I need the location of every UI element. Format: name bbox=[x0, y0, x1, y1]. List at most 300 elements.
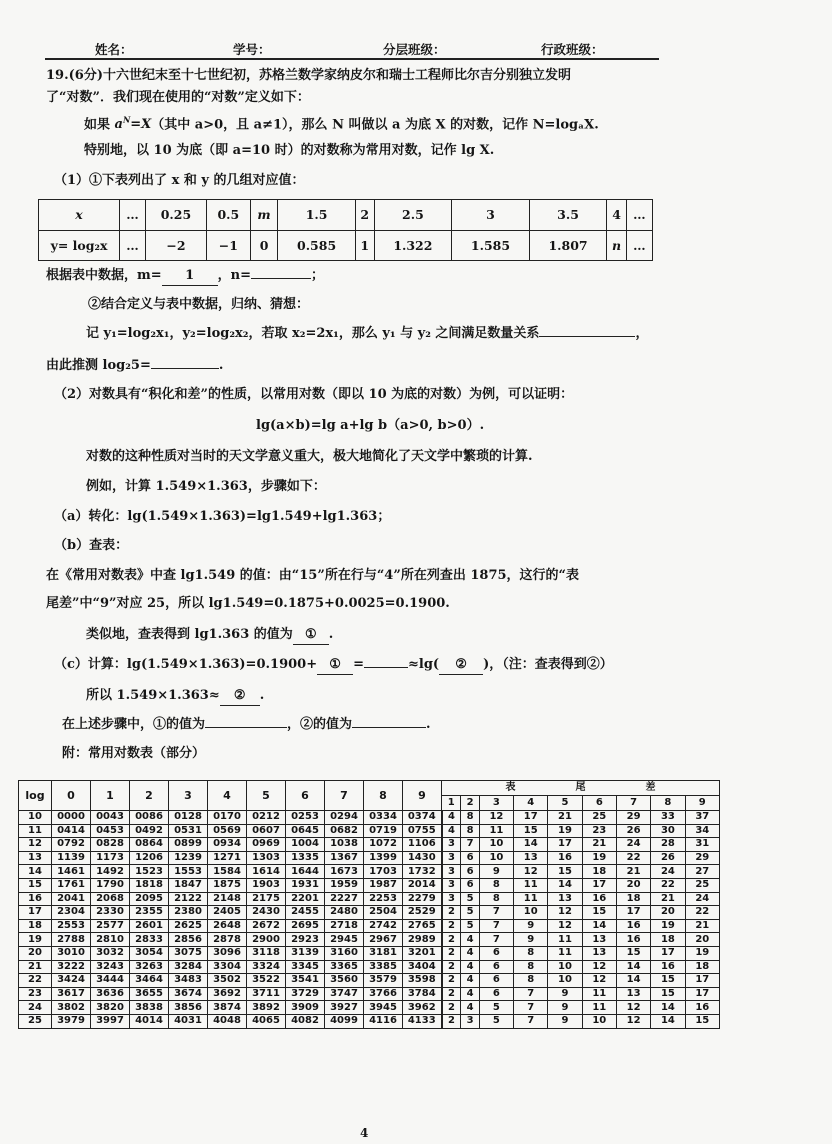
n-answer-blank[interactable] bbox=[251, 278, 311, 279]
log-table-row-label: 20 bbox=[19, 946, 52, 960]
x-row bbox=[39, 200, 653, 231]
log-table-diff-cell: 19 bbox=[651, 919, 685, 933]
log-table-mantissa-cell: 2279 bbox=[403, 892, 442, 906]
product-rule-formula: lg(a×b)=lg a+lg b（a>0, b>0）. bbox=[256, 418, 485, 433]
log-table-mantissa-cell: 1614 bbox=[247, 865, 286, 879]
log-table-diff-cell: 2 bbox=[442, 987, 461, 1001]
log-table-diff-cell: 20 bbox=[651, 906, 685, 920]
log-table-mantissa-cell: 3874 bbox=[208, 1001, 247, 1015]
log-table-mantissa-cell: 2068 bbox=[91, 892, 130, 906]
log-table-diff-cell: 16 bbox=[582, 892, 616, 906]
log-table-mantissa-cell: 2253 bbox=[364, 892, 403, 906]
log-table-mantissa-cell: 0128 bbox=[169, 811, 208, 825]
log-table-mantissa-cell: 0755 bbox=[403, 824, 442, 838]
log-table-mantissa-cell: 2577 bbox=[91, 919, 130, 933]
log-table-mantissa-cell: 1004 bbox=[286, 838, 325, 852]
log-table-mantissa-cell: 1875 bbox=[208, 878, 247, 892]
log-table-mantissa-cell: 2430 bbox=[247, 906, 286, 920]
tier-class-label: 分层班级： bbox=[383, 42, 446, 57]
log-table-mantissa-cell: 1206 bbox=[130, 851, 169, 865]
tail-difference-head-cell: 7 bbox=[616, 796, 650, 811]
log-table-mantissa-cell: 2810 bbox=[91, 933, 130, 947]
relation-blank[interactable] bbox=[539, 336, 635, 337]
log-table-mantissa-cell: 2900 bbox=[247, 933, 286, 947]
student-id-label: 学号： bbox=[233, 42, 271, 57]
log-table-diff-cell: 3 bbox=[442, 838, 461, 852]
y-value-cell: n bbox=[607, 230, 627, 261]
log-table-head-cell: 5 bbox=[247, 781, 286, 811]
log-table-mantissa-cell: 1818 bbox=[130, 878, 169, 892]
log-table-diff-cell: 17 bbox=[616, 906, 650, 920]
log-table-mantissa-cell: 0719 bbox=[364, 824, 403, 838]
log-table-diff-cell: 17 bbox=[651, 946, 685, 960]
log-table-mantissa-cell: 2989 bbox=[403, 933, 442, 947]
log-table-row bbox=[19, 919, 720, 933]
log-table-mantissa-cell: 2945 bbox=[325, 933, 364, 947]
y-value-cell: −1 bbox=[206, 230, 250, 261]
log-table-row-label: 17 bbox=[19, 906, 52, 920]
log-table-row-label: 11 bbox=[19, 824, 52, 838]
log-table-mantissa-cell: 2601 bbox=[130, 919, 169, 933]
log-table-mantissa-cell: 4082 bbox=[286, 1014, 325, 1028]
log-table-mantissa-cell: 1106 bbox=[403, 838, 442, 852]
log-table-row bbox=[19, 878, 720, 892]
log-table-mantissa-cell: 0645 bbox=[286, 824, 325, 838]
log-table-mantissa-cell: 3304 bbox=[208, 960, 247, 974]
final-blank-1[interactable] bbox=[205, 727, 287, 728]
log-table-diff-cell: 22 bbox=[616, 851, 650, 865]
name-label: 姓名： bbox=[95, 42, 133, 57]
log-table-row bbox=[19, 960, 720, 974]
log-table-mantissa-cell: 3502 bbox=[208, 974, 247, 988]
tail-difference-title-char: 表 bbox=[505, 782, 516, 793]
blank-1[interactable]: ① bbox=[293, 626, 329, 645]
log-table-mantissa-cell: 4031 bbox=[169, 1014, 208, 1028]
log-table-mantissa-cell: 3636 bbox=[91, 987, 130, 1001]
log-table-mantissa-cell: 3909 bbox=[286, 1001, 325, 1015]
log-table-mantissa-cell: 1903 bbox=[247, 878, 286, 892]
log-table-mantissa-cell: 2765 bbox=[403, 919, 442, 933]
log-table-diff-cell: 12 bbox=[548, 919, 582, 933]
log-table-diff-cell: 20 bbox=[685, 933, 719, 947]
log2-5-blank[interactable] bbox=[151, 368, 219, 369]
log-table-mantissa-cell: 3892 bbox=[247, 1001, 286, 1015]
tail-difference-head-cell: 1 bbox=[442, 796, 461, 811]
log-table-mantissa-cell: 1553 bbox=[169, 865, 208, 879]
log-table-diff-cell: 5 bbox=[461, 892, 479, 906]
log-table-mantissa-cell: 3655 bbox=[130, 987, 169, 1001]
log-table-diff-cell: 15 bbox=[685, 1014, 719, 1028]
log-table-row-label: 24 bbox=[19, 1001, 52, 1015]
log-table-mantissa-cell: 3139 bbox=[286, 946, 325, 960]
log-table-mantissa-cell: 2455 bbox=[286, 906, 325, 920]
log-table-diff-cell: 15 bbox=[616, 946, 650, 960]
log-table-mantissa-cell: 1430 bbox=[403, 851, 442, 865]
log-table-mantissa-cell: 2923 bbox=[286, 933, 325, 947]
log-table-diff-cell: 10 bbox=[479, 838, 513, 852]
log-table-diff-cell: 4 bbox=[461, 933, 479, 947]
log-table-diff-cell: 3 bbox=[442, 865, 461, 879]
log-table-head-cell: 7 bbox=[325, 781, 364, 811]
log-table-mantissa-cell: 2672 bbox=[247, 919, 286, 933]
y-row bbox=[39, 230, 653, 261]
log-table-mantissa-cell: 0294 bbox=[325, 811, 364, 825]
log-table-diff-cell: 2 bbox=[442, 974, 461, 988]
log-table-mantissa-cell: 3856 bbox=[169, 1001, 208, 1015]
log-table-row bbox=[19, 933, 720, 947]
result-line: 所以 1.549×1.363≈ ② . bbox=[86, 687, 264, 706]
log-table-diff-cell: 4 bbox=[461, 960, 479, 974]
y-value-cell: 1 bbox=[355, 230, 374, 261]
log-table-row bbox=[19, 906, 720, 920]
log-table-mantissa-cell: 1987 bbox=[364, 878, 403, 892]
y-value-cell: … bbox=[120, 230, 146, 261]
log-table-diff-cell: 3 bbox=[442, 892, 461, 906]
log-table-diff-cell: 8 bbox=[479, 878, 513, 892]
log-table-mantissa-cell: 1584 bbox=[208, 865, 247, 879]
question-intro-2: 了“对数”．我们现在使用的“对数”定义如下： bbox=[46, 90, 310, 105]
log-table-diff-cell: 10 bbox=[582, 1014, 616, 1028]
log-table-diff-cell: 25 bbox=[582, 811, 616, 825]
log-table-row bbox=[19, 892, 720, 906]
log-table-diff-cell: 14 bbox=[616, 960, 650, 974]
log-table-diff-cell: 17 bbox=[685, 987, 719, 1001]
x-value-cell: 4 bbox=[607, 200, 627, 231]
log-table-diff-cell: 8 bbox=[514, 974, 548, 988]
log-table-mantissa-cell: 3424 bbox=[52, 974, 91, 988]
log-table-diff-cell: 13 bbox=[548, 892, 582, 906]
log-table-mantissa-cell: 0792 bbox=[52, 838, 91, 852]
log-table-diff-cell: 16 bbox=[685, 1001, 719, 1015]
log-table-diff-cell: 7 bbox=[461, 838, 479, 852]
log-table-mantissa-cell: 2856 bbox=[169, 933, 208, 947]
log-table-mantissa-cell: 2529 bbox=[403, 906, 442, 920]
log-table-mantissa-cell: 0414 bbox=[52, 824, 91, 838]
log-table-diff-cell: 7 bbox=[514, 987, 548, 1001]
tail-difference-head-cell: 2 bbox=[461, 796, 479, 811]
log-table-diff-cell: 10 bbox=[548, 974, 582, 988]
log-table-diff-cell: 6 bbox=[479, 974, 513, 988]
log-table-mantissa-cell: 3010 bbox=[52, 946, 91, 960]
log-table-mantissa-cell: 1959 bbox=[325, 878, 364, 892]
y-value-cell: y= log₂x bbox=[39, 230, 120, 261]
log-table-mantissa-cell: 0043 bbox=[91, 811, 130, 825]
log-table-mantissa-cell: 3365 bbox=[325, 960, 364, 974]
log-table-diff-cell: 2 bbox=[442, 906, 461, 920]
log-table-row-label: 19 bbox=[19, 933, 52, 947]
log-table-row bbox=[19, 974, 720, 988]
tail-difference-head-cell: 4 bbox=[514, 796, 548, 811]
log-table-mantissa-cell: 0334 bbox=[364, 811, 403, 825]
log-table-head-cell: 2 bbox=[130, 781, 169, 811]
y-value-cell: … bbox=[626, 230, 652, 261]
log-table-mantissa-cell: 2201 bbox=[286, 892, 325, 906]
lookup-text-2: 尾差”中“9”对应 25，所以 lg1.549=0.1875+0.0025=0.1900. bbox=[46, 596, 450, 611]
sum-blank[interactable] bbox=[364, 667, 408, 668]
blank-2-repeat[interactable]: ② bbox=[220, 687, 260, 706]
final-blank-2[interactable] bbox=[352, 727, 426, 728]
log-table-diff-cell: 21 bbox=[651, 892, 685, 906]
log-table-diff-cell: 11 bbox=[479, 824, 513, 838]
log-table-diff-cell: 7 bbox=[514, 1001, 548, 1015]
log-table-row-label: 25 bbox=[19, 1014, 52, 1028]
log-table-mantissa-cell: 3075 bbox=[169, 946, 208, 960]
log-table-diff-cell: 34 bbox=[685, 824, 719, 838]
log-table-diff-cell: 15 bbox=[582, 906, 616, 920]
log-table-diff-cell: 5 bbox=[479, 1001, 513, 1015]
log-table-mantissa-cell: 0170 bbox=[208, 811, 247, 825]
log-table-mantissa-cell: 1335 bbox=[286, 851, 325, 865]
log-table-head-cell: log bbox=[19, 781, 52, 811]
log-table-diff-cell: 4 bbox=[461, 974, 479, 988]
log-table-mantissa-cell: 1847 bbox=[169, 878, 208, 892]
blank-2[interactable]: ② bbox=[439, 656, 483, 675]
log-table-diff-cell: 2 bbox=[442, 919, 461, 933]
log-table-diff-cell: 10 bbox=[479, 851, 513, 865]
log-table-diff-cell: 24 bbox=[651, 865, 685, 879]
log-table-mantissa-cell: 2878 bbox=[208, 933, 247, 947]
log-table-diff-cell: 16 bbox=[616, 933, 650, 947]
log-table-mantissa-cell: 3222 bbox=[52, 960, 91, 974]
log-table-diff-cell: 21 bbox=[616, 865, 650, 879]
log-table-mantissa-cell: 2504 bbox=[364, 906, 403, 920]
log-table-mantissa-cell: 1523 bbox=[130, 865, 169, 879]
log-table-mantissa-cell: 3263 bbox=[130, 960, 169, 974]
log-table-row-label: 21 bbox=[19, 960, 52, 974]
log-table-mantissa-cell: 0212 bbox=[247, 811, 286, 825]
log-table-mantissa-cell: 0828 bbox=[91, 838, 130, 852]
log-table-mantissa-cell: 0569 bbox=[208, 824, 247, 838]
log-table-diff-cell: 21 bbox=[548, 811, 582, 825]
log-table-diff-cell: 19 bbox=[685, 946, 719, 960]
admin-class-label: 行政班级： bbox=[541, 42, 604, 57]
log-table-mantissa-cell: 1703 bbox=[364, 865, 403, 879]
log-table-diff-cell: 3 bbox=[461, 1014, 479, 1028]
log-table-diff-cell: 6 bbox=[461, 865, 479, 879]
x-value-cell: m bbox=[250, 200, 278, 231]
log-table-head-cell: 0 bbox=[52, 781, 91, 811]
log-table-row bbox=[19, 1001, 720, 1015]
log-table-diff-cell: 18 bbox=[616, 892, 650, 906]
log-table-mantissa-cell: 3324 bbox=[247, 960, 286, 974]
relation-prompt: 记 y₁=log₂x₁，y₂=log₂x₂，若取 x₂=2x₁，那么 y₁ 与 y₂ 之间满足数量关系 ， bbox=[86, 326, 649, 341]
log-table-diff-cell: 31 bbox=[685, 838, 719, 852]
log-table-row-label: 13 bbox=[19, 851, 52, 865]
log-table-diff-cell: 29 bbox=[685, 851, 719, 865]
log-table-mantissa-cell: 3522 bbox=[247, 974, 286, 988]
log-table-mantissa-cell: 2041 bbox=[52, 892, 91, 906]
log-table-mantissa-cell: 4116 bbox=[364, 1014, 403, 1028]
log-table-mantissa-cell: 1461 bbox=[52, 865, 91, 879]
log-table-diff-cell: 14 bbox=[582, 919, 616, 933]
log-table-row bbox=[19, 838, 720, 852]
log-table-mantissa-cell: 1492 bbox=[91, 865, 130, 879]
log-table-mantissa-cell: 3802 bbox=[52, 1001, 91, 1015]
log-table-mantissa-cell: 2175 bbox=[247, 892, 286, 906]
log-table-head-cell: 8 bbox=[364, 781, 403, 811]
log-table-mantissa-cell: 2227 bbox=[325, 892, 364, 906]
log-table-diff-cell: 2 bbox=[442, 1014, 461, 1028]
log-table-mantissa-cell: 2148 bbox=[208, 892, 247, 906]
log-table-diff-cell: 4 bbox=[442, 824, 461, 838]
log-table-diff-cell: 28 bbox=[651, 838, 685, 852]
x-value-cell: 3.5 bbox=[529, 200, 607, 231]
fill-m-n: 根据表中数据，m= 1 ，n= ； bbox=[46, 267, 324, 286]
log-table-mantissa-cell: 3692 bbox=[208, 987, 247, 1001]
log-table-diff-cell: 9 bbox=[548, 987, 582, 1001]
log-table-diff-cell: 12 bbox=[616, 1001, 650, 1015]
log-table-diff-cell: 7 bbox=[514, 1014, 548, 1028]
significance-text: 对数的这种性质对当时的天文学意义重大，极大地简化了天文学中繁琐的计算. bbox=[86, 449, 533, 464]
log-table-diff-cell: 15 bbox=[514, 824, 548, 838]
log-table-diff-cell: 11 bbox=[548, 946, 582, 960]
part-1-prompt: （1）①下表列出了 x 和 y 的几组对应值： bbox=[54, 173, 305, 188]
log-table-mantissa-cell: 3345 bbox=[286, 960, 325, 974]
log-table-diff-cell: 18 bbox=[685, 960, 719, 974]
log-table-row-label: 23 bbox=[19, 987, 52, 1001]
log-table-diff-cell: 2 bbox=[442, 1001, 461, 1015]
log-table-mantissa-cell: 1761 bbox=[52, 878, 91, 892]
log-table-diff-cell: 19 bbox=[548, 824, 582, 838]
log-table-mantissa-cell: 3820 bbox=[91, 1001, 130, 1015]
log-table-diff-cell: 7 bbox=[479, 919, 513, 933]
x-value-cell: … bbox=[626, 200, 652, 231]
log-table-row bbox=[19, 865, 720, 879]
example-intro: 例如，计算 1.549×1.363，步骤如下： bbox=[86, 479, 326, 494]
log-table-diff-cell: 16 bbox=[651, 960, 685, 974]
log-table-mantissa-cell: 3711 bbox=[247, 987, 286, 1001]
log-table-mantissa-cell: 3766 bbox=[364, 987, 403, 1001]
log-table-mantissa-cell: 3979 bbox=[52, 1014, 91, 1028]
log-table-diff-cell: 11 bbox=[582, 1001, 616, 1015]
log-table-diff-cell: 12 bbox=[582, 960, 616, 974]
tail-difference-head-cell: 6 bbox=[582, 796, 616, 811]
x-value-cell: 2 bbox=[355, 200, 374, 231]
log-table-diff-cell: 17 bbox=[582, 878, 616, 892]
tail-difference-head-cell: 3 bbox=[479, 796, 513, 811]
tail-difference-title bbox=[442, 781, 720, 796]
log-table-diff-cell: 2 bbox=[442, 933, 461, 947]
log-table-mantissa-cell: 2648 bbox=[208, 919, 247, 933]
blank-1-repeat[interactable]: ① bbox=[317, 656, 353, 675]
log-table-mantissa-cell: 3927 bbox=[325, 1001, 364, 1015]
x-value-cell: 3 bbox=[452, 200, 530, 231]
log-table-mantissa-cell: 1732 bbox=[403, 865, 442, 879]
log-definition: 如果 $a^N=X$（其中 a>0，且 a≠1），那么 N 叫做以 a 为底 X 的对数，记作 N=logₐX. bbox=[84, 115, 599, 133]
log-table-diff-cell: 22 bbox=[651, 878, 685, 892]
log-table-mantissa-cell: 0000 bbox=[52, 811, 91, 825]
log-table-diff-cell: 17 bbox=[514, 811, 548, 825]
log-table-mantissa-cell: 3096 bbox=[208, 946, 247, 960]
log-table-diff-cell: 18 bbox=[582, 865, 616, 879]
log-table-mantissa-cell: 1644 bbox=[286, 865, 325, 879]
tail-difference-head-cell: 9 bbox=[685, 796, 719, 811]
log-table-row bbox=[19, 811, 720, 825]
m-answer-blank[interactable]: 1 bbox=[162, 267, 218, 286]
log-table-diff-cell: 25 bbox=[685, 878, 719, 892]
log-table-diff-cell: 15 bbox=[548, 865, 582, 879]
log-table-mantissa-cell: 1367 bbox=[325, 851, 364, 865]
log-table-diff-cell: 16 bbox=[548, 851, 582, 865]
log-table-mantissa-cell: 3385 bbox=[364, 960, 403, 974]
log-table-mantissa-cell: 3243 bbox=[91, 960, 130, 974]
log-table-diff-cell: 12 bbox=[616, 1014, 650, 1028]
log-table-row bbox=[19, 1014, 720, 1028]
step-a: （a）转化：lg(1.549×1.363)=lg1.549+lg1.363； bbox=[54, 509, 391, 524]
log-table-mantissa-cell: 3560 bbox=[325, 974, 364, 988]
log-table-mantissa-cell: 1239 bbox=[169, 851, 208, 865]
log-table-row-label: 22 bbox=[19, 974, 52, 988]
log-table-mantissa-cell: 0682 bbox=[325, 824, 364, 838]
log-table-mantissa-cell: 1072 bbox=[364, 838, 403, 852]
common-log-definition: 特别地，以 10 为底（即 a=10 时）的对数称为常用对数，记作 lg X. bbox=[84, 143, 495, 158]
log-table-mantissa-cell: 4133 bbox=[403, 1014, 442, 1028]
log-table-diff-cell: 14 bbox=[651, 1001, 685, 1015]
log-table-head-cell: 1 bbox=[91, 781, 130, 811]
log-table-mantissa-cell: 4065 bbox=[247, 1014, 286, 1028]
log-table-mantissa-cell: 1139 bbox=[52, 851, 91, 865]
x-value-cell: 1.5 bbox=[278, 200, 356, 231]
log-table-head-cell: 4 bbox=[208, 781, 247, 811]
log-table-mantissa-cell: 1399 bbox=[364, 851, 403, 865]
log-table-diff-cell: 4 bbox=[461, 987, 479, 1001]
log-table-mantissa-cell: 3160 bbox=[325, 946, 364, 960]
log-table-diff-cell: 18 bbox=[651, 933, 685, 947]
part-2-prompt: （2）对数具有“积化和差”的性质，以常用对数（即以 10 为底的对数）为例，可以证明： bbox=[54, 387, 574, 402]
log-table-diff-cell: 2 bbox=[442, 946, 461, 960]
log-table-mantissa-cell: 3464 bbox=[130, 974, 169, 988]
log-table-mantissa-cell: 2718 bbox=[325, 919, 364, 933]
log-table-mantissa-cell: 2014 bbox=[403, 878, 442, 892]
log-table-diff-cell: 6 bbox=[479, 946, 513, 960]
log-table-diff-cell: 13 bbox=[616, 987, 650, 1001]
log-table-diff-cell: 26 bbox=[651, 851, 685, 865]
log-table-mantissa-cell: 3617 bbox=[52, 987, 91, 1001]
log-table-diff-cell: 4 bbox=[442, 811, 461, 825]
log-table-mantissa-cell: 3032 bbox=[91, 946, 130, 960]
log-table-diff-cell: 9 bbox=[514, 933, 548, 947]
page-number: 4 bbox=[360, 1126, 369, 1140]
tail-difference-title-char: 差 bbox=[645, 782, 656, 793]
log-table-diff-cell: 21 bbox=[582, 838, 616, 852]
log-table-mantissa-cell: 2330 bbox=[91, 906, 130, 920]
log-table-diff-cell: 12 bbox=[548, 906, 582, 920]
log-table-diff-cell: 9 bbox=[514, 919, 548, 933]
log-table-diff-cell: 3 bbox=[442, 878, 461, 892]
question-intro-1: 19.(6分)十六世纪末至十七世纪初，苏格兰数学家纳皮尔和瑞士工程师比尔吉分别独立发明 bbox=[46, 68, 571, 83]
log-table-diff-cell: 6 bbox=[461, 851, 479, 865]
log-table-row bbox=[19, 824, 720, 838]
log-table-diff-cell: 12 bbox=[514, 865, 548, 879]
log-table-mantissa-cell: 2553 bbox=[52, 919, 91, 933]
log-table-head-cell: 9 bbox=[403, 781, 442, 811]
log-table-diff-cell: 14 bbox=[548, 878, 582, 892]
log-table-diff-cell: 15 bbox=[651, 974, 685, 988]
log-table-diff-cell: 8 bbox=[514, 960, 548, 974]
log-table-mantissa-cell: 3444 bbox=[91, 974, 130, 988]
log-table-diff-cell: 37 bbox=[685, 811, 719, 825]
log-table-diff-cell: 13 bbox=[582, 933, 616, 947]
log-table-row-label: 12 bbox=[19, 838, 52, 852]
appendix-title: 附：常用对数表（部分） bbox=[62, 746, 206, 761]
log-table-diff-cell: 7 bbox=[479, 933, 513, 947]
log-table-mantissa-cell: 2380 bbox=[169, 906, 208, 920]
log-table-diff-cell: 13 bbox=[514, 851, 548, 865]
step-c: （c）计算：lg(1.549×1.363)=0.1900+ ① = ≈lg( ② )，（注：查表得到②） bbox=[54, 656, 613, 675]
log-table-mantissa-cell: 0492 bbox=[130, 824, 169, 838]
log-table-mantissa-cell: 1931 bbox=[286, 878, 325, 892]
log-table-diff-cell: 8 bbox=[514, 946, 548, 960]
